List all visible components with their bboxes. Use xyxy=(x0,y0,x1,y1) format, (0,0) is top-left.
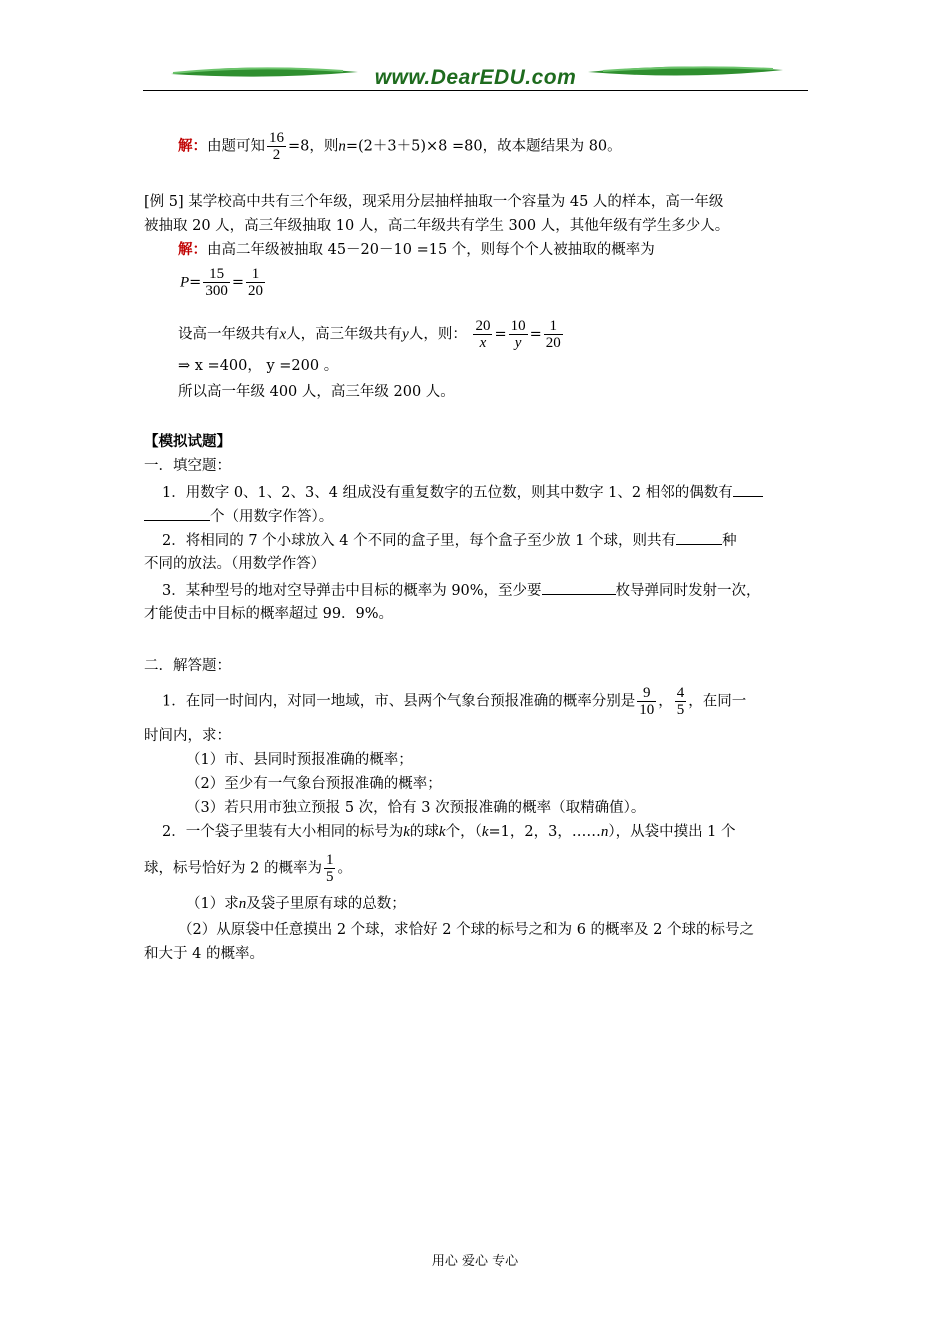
fraction xyxy=(544,318,563,351)
text: ，在同一 xyxy=(688,693,747,710)
s2-q2-sub1 xyxy=(186,894,406,914)
fraction xyxy=(637,685,656,718)
variable: k xyxy=(438,824,446,840)
q2-line1 xyxy=(162,530,737,551)
example5-line1: [例 5] 某学校高中共有三个年级，现采用分层抽样抽取一个容量为 45 人的样本，高一年级 xyxy=(144,194,724,210)
result-line: ⇒ x =400， y =200 。 xyxy=(178,358,339,374)
text: 由高二年级被抽取 45－20－10 =15 个，则每个个人被抽取的概率为 xyxy=(207,242,655,258)
fraction xyxy=(246,266,265,299)
text: 人，则： xyxy=(408,326,467,343)
text: （1）求 xyxy=(186,896,239,912)
header-rule xyxy=(143,90,808,91)
q2-line2: 不同的放法。（用数学作答） xyxy=(144,556,326,572)
s2-q1-line2: 时间内，求： xyxy=(144,728,231,744)
denominator: x xyxy=(479,335,487,351)
example5-solution-line1 xyxy=(178,240,655,260)
denominator: 300 xyxy=(205,283,228,299)
denominator: 20 xyxy=(545,335,561,351)
variable: x xyxy=(279,326,287,343)
text: 2．将相同的 7 个小球放入 4 个不同的盒子里，每个盒子至少放 1 个球，则共有 xyxy=(162,533,677,549)
text: 。 xyxy=(337,860,352,877)
s2-q1-line1 xyxy=(162,685,746,718)
text: 及袋子里原有球的总数； xyxy=(246,896,406,912)
fraction xyxy=(203,266,230,299)
text: =1，2，3，…… xyxy=(488,824,601,840)
page-footer: 用心 爱心 专心 xyxy=(431,1254,519,1269)
q3-line1 xyxy=(162,580,761,601)
variable: n xyxy=(600,824,609,840)
numerator: 16 xyxy=(269,130,284,146)
page-header xyxy=(143,58,808,92)
text: ），从袋中摸出 1 个 xyxy=(608,824,736,840)
variable: n xyxy=(238,896,247,912)
section1-title: 一．填空题： xyxy=(144,458,231,474)
example5-line2: 被抽取 20 人，高三年级抽取 10 人，高二年级共有学生 300 人，其他年级有学生多少人。 xyxy=(144,218,730,234)
prev-solution-line xyxy=(178,130,622,163)
setup-line xyxy=(178,318,565,351)
answer-blank[interactable] xyxy=(542,580,616,595)
variable: P xyxy=(180,274,190,291)
fraction xyxy=(267,130,286,163)
s2-q2-line1 xyxy=(162,822,736,842)
denominator: 10 xyxy=(639,702,655,718)
probability-formula xyxy=(180,266,267,299)
variable: k xyxy=(403,824,410,840)
denominator: 5 xyxy=(325,869,334,885)
q3-line2: 才能使击中目标的概率超过 99．9%。 xyxy=(144,606,394,622)
mock-title: 【模拟试题】 xyxy=(144,433,231,450)
site-url: www.DearEDU.com xyxy=(374,66,577,89)
text: 人，高三年级共有 xyxy=(286,326,403,343)
numerator: 1 xyxy=(246,266,265,283)
s2-q2-sub2-line1: （2）从原袋中任意摸出 2 个球，求恰好 2 个球的标号之和为 6 的概率及 2 个球的标号之 xyxy=(178,922,754,938)
fraction xyxy=(473,318,492,351)
numerator: 4 xyxy=(676,685,685,701)
numerator: 15 xyxy=(203,266,230,283)
text: ， xyxy=(658,693,673,710)
variable: y xyxy=(402,326,409,343)
s2-q2-line2 xyxy=(144,852,352,885)
answer-blank[interactable] xyxy=(676,530,722,545)
text: 设高一年级共有 xyxy=(178,326,280,343)
denominator: 5 xyxy=(676,702,685,718)
fraction xyxy=(324,852,336,885)
fraction xyxy=(509,318,528,351)
q1-line1 xyxy=(162,482,763,503)
numerator: 20 xyxy=(475,318,491,334)
text: 由题可知 xyxy=(207,138,265,155)
fraction xyxy=(675,685,687,718)
answer-blank[interactable] xyxy=(144,506,210,521)
text: = xyxy=(189,274,202,291)
text: = xyxy=(231,274,244,291)
q1-line2 xyxy=(144,506,333,527)
text: = xyxy=(494,326,507,343)
text: 3．某种型号的地对空导弹击中目标的概率为 90%，至少要 xyxy=(162,583,542,599)
text: 的球 xyxy=(409,824,439,840)
numerator: 1 xyxy=(325,852,334,868)
conclusion-line: 所以高一年级 400 人，高三年级 200 人。 xyxy=(178,384,455,400)
denominator: 2 xyxy=(272,147,281,163)
numerator: 1 xyxy=(544,318,563,335)
text: 个（用数字作答）。 xyxy=(210,509,334,525)
text: 1．在同一时间内，对同一地域，市、县两个气象台预报准确的概率分别是 xyxy=(162,693,636,710)
solution-label: 解： xyxy=(178,137,207,155)
s2-q1-sub2: （2）至少有一气象台预报准确的概率； xyxy=(186,776,442,792)
s2-q1-sub1: （1）市、县同时预报准确的概率； xyxy=(186,752,413,768)
text: = xyxy=(529,326,542,343)
text: =(2＋3＋5)×8 =80，故本题结果为 80。 xyxy=(345,138,622,155)
text: 个，（ xyxy=(445,824,482,840)
denominator: y xyxy=(514,335,522,351)
solution-label: 解： xyxy=(178,241,207,258)
answer-blank[interactable] xyxy=(733,482,763,497)
section2-title: 二．解答题： xyxy=(144,658,231,674)
s2-q1-sub3: （3）若只用市独立预报 5 次，恰有 3 次预报准确的概率（取精确值）。 xyxy=(186,800,646,816)
text: 1．用数字 0、1、2、3、4 组成没有重复数字的五位数，则其中数字 1、2 相邻的偶数有 xyxy=(162,485,733,501)
text: =8，则 xyxy=(288,138,339,155)
denominator: 20 xyxy=(247,283,263,299)
text: 2．一个袋子里装有大小相同的标号为 xyxy=(162,824,404,840)
text: 种 xyxy=(722,533,737,549)
variable: n xyxy=(338,138,346,155)
variable: k xyxy=(481,824,489,840)
text: 枚导弹同时发射一次， xyxy=(615,583,761,599)
numerator: 9 xyxy=(637,685,656,702)
s2-q2-sub2-line2: 和大于 4 的概率。 xyxy=(144,946,264,962)
numerator: 10 xyxy=(510,318,526,334)
text: 球，标号恰好为 2 的概率为 xyxy=(144,860,322,877)
